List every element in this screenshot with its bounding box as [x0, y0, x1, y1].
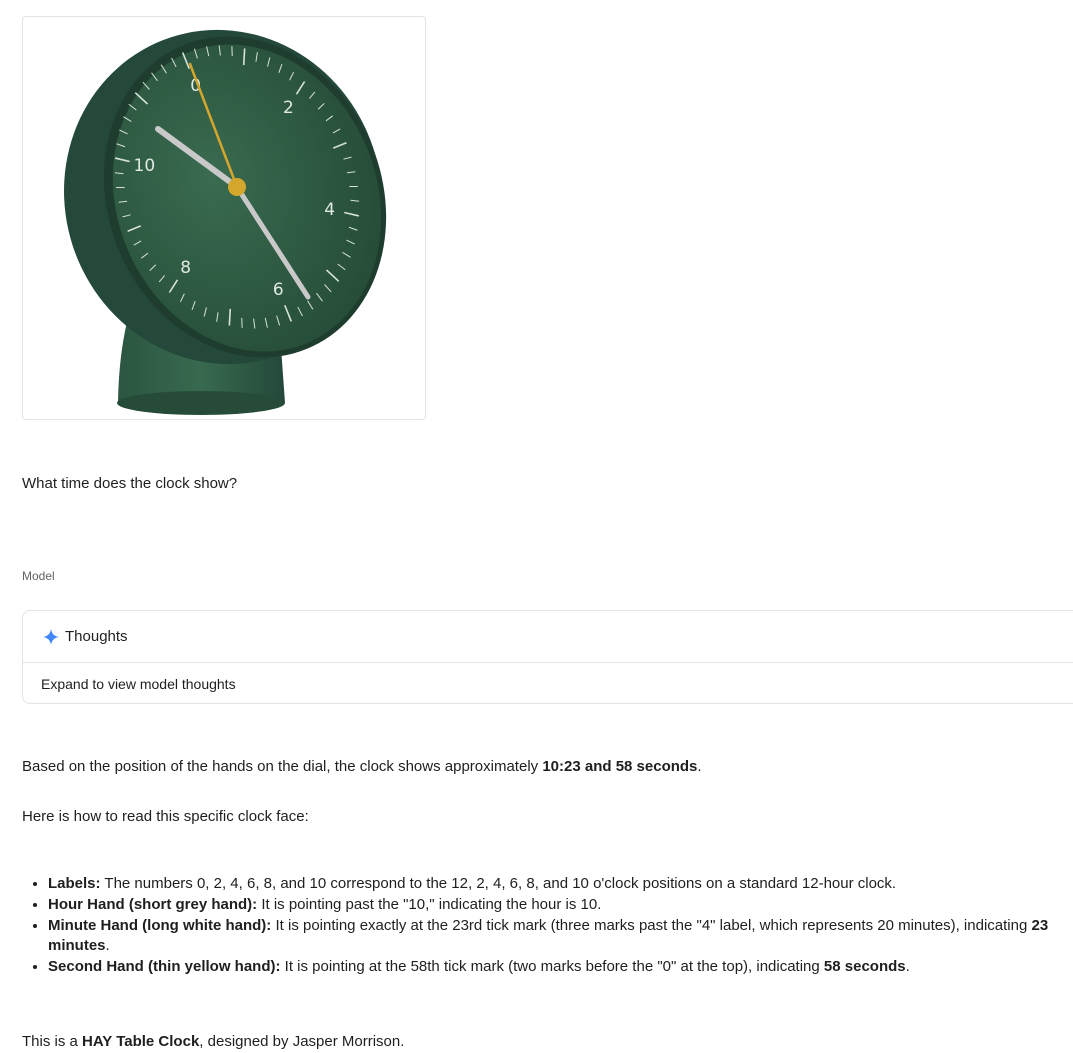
user-prompt: What time does the clock show?: [22, 475, 238, 492]
list-item: • Minute Hand (long white hand): It is pointing exactly at the 23rd tick mark (three marks past the "4" label, which represents 20 minutes), indicating 23 minutes.: [48, 916, 1073, 957]
list-item: • Labels: The numbers 0, 2, 4, 6, 8, and 10 correspond to the 12, 2, 4, 6, 8, and 10 o'clock positions on a standard 12-hour clock.: [48, 874, 1073, 895]
attached-image[interactable]: [22, 16, 426, 420]
thoughts-expand-hint[interactable]: Expand to view model thoughts: [41, 676, 236, 692]
tick-mark: [244, 48, 245, 65]
time-answer: 10:23 and 58 seconds: [542, 758, 698, 775]
sparkle-icon: [43, 629, 59, 645]
list-item: • Hour Hand (short grey hand): It is pointing past the "10," indicating the hour is 10.: [48, 895, 1073, 916]
dial-label: 8: [180, 258, 192, 279]
tick-mark: [229, 309, 230, 326]
dial-label: 4: [324, 199, 336, 220]
thoughts-toggle[interactable]: [23, 611, 1073, 663]
dial-label: 10: [133, 156, 156, 177]
thoughts-title: Thoughts: [65, 628, 128, 645]
dial-label: 0: [190, 75, 202, 96]
product-name: HAY Table Clock: [82, 1033, 200, 1050]
dial-label: 2: [282, 97, 294, 118]
model-role-label: Model: [22, 569, 55, 583]
explanation-list: [22, 874, 1073, 977]
response-summary: Based on the position of the hands on the dial, the clock shows approximately 10:23 and 58 seconds.: [22, 758, 702, 775]
clock-image: [23, 17, 425, 419]
response-closing: This is a HAY Table Clock, designed by Jasper Morrison.: [22, 1033, 405, 1050]
response-intro: Here is how to read this specific clock face:: [22, 808, 309, 825]
list-item: • Second Hand (thin yellow hand): It is pointing at the 58th tick mark (two marks before the "0" at the top), indicating 58 seconds.: [48, 957, 1073, 978]
dial-label: 6: [272, 280, 284, 301]
center-cap: [228, 178, 246, 196]
thoughts-panel[interactable]: [22, 610, 1073, 704]
